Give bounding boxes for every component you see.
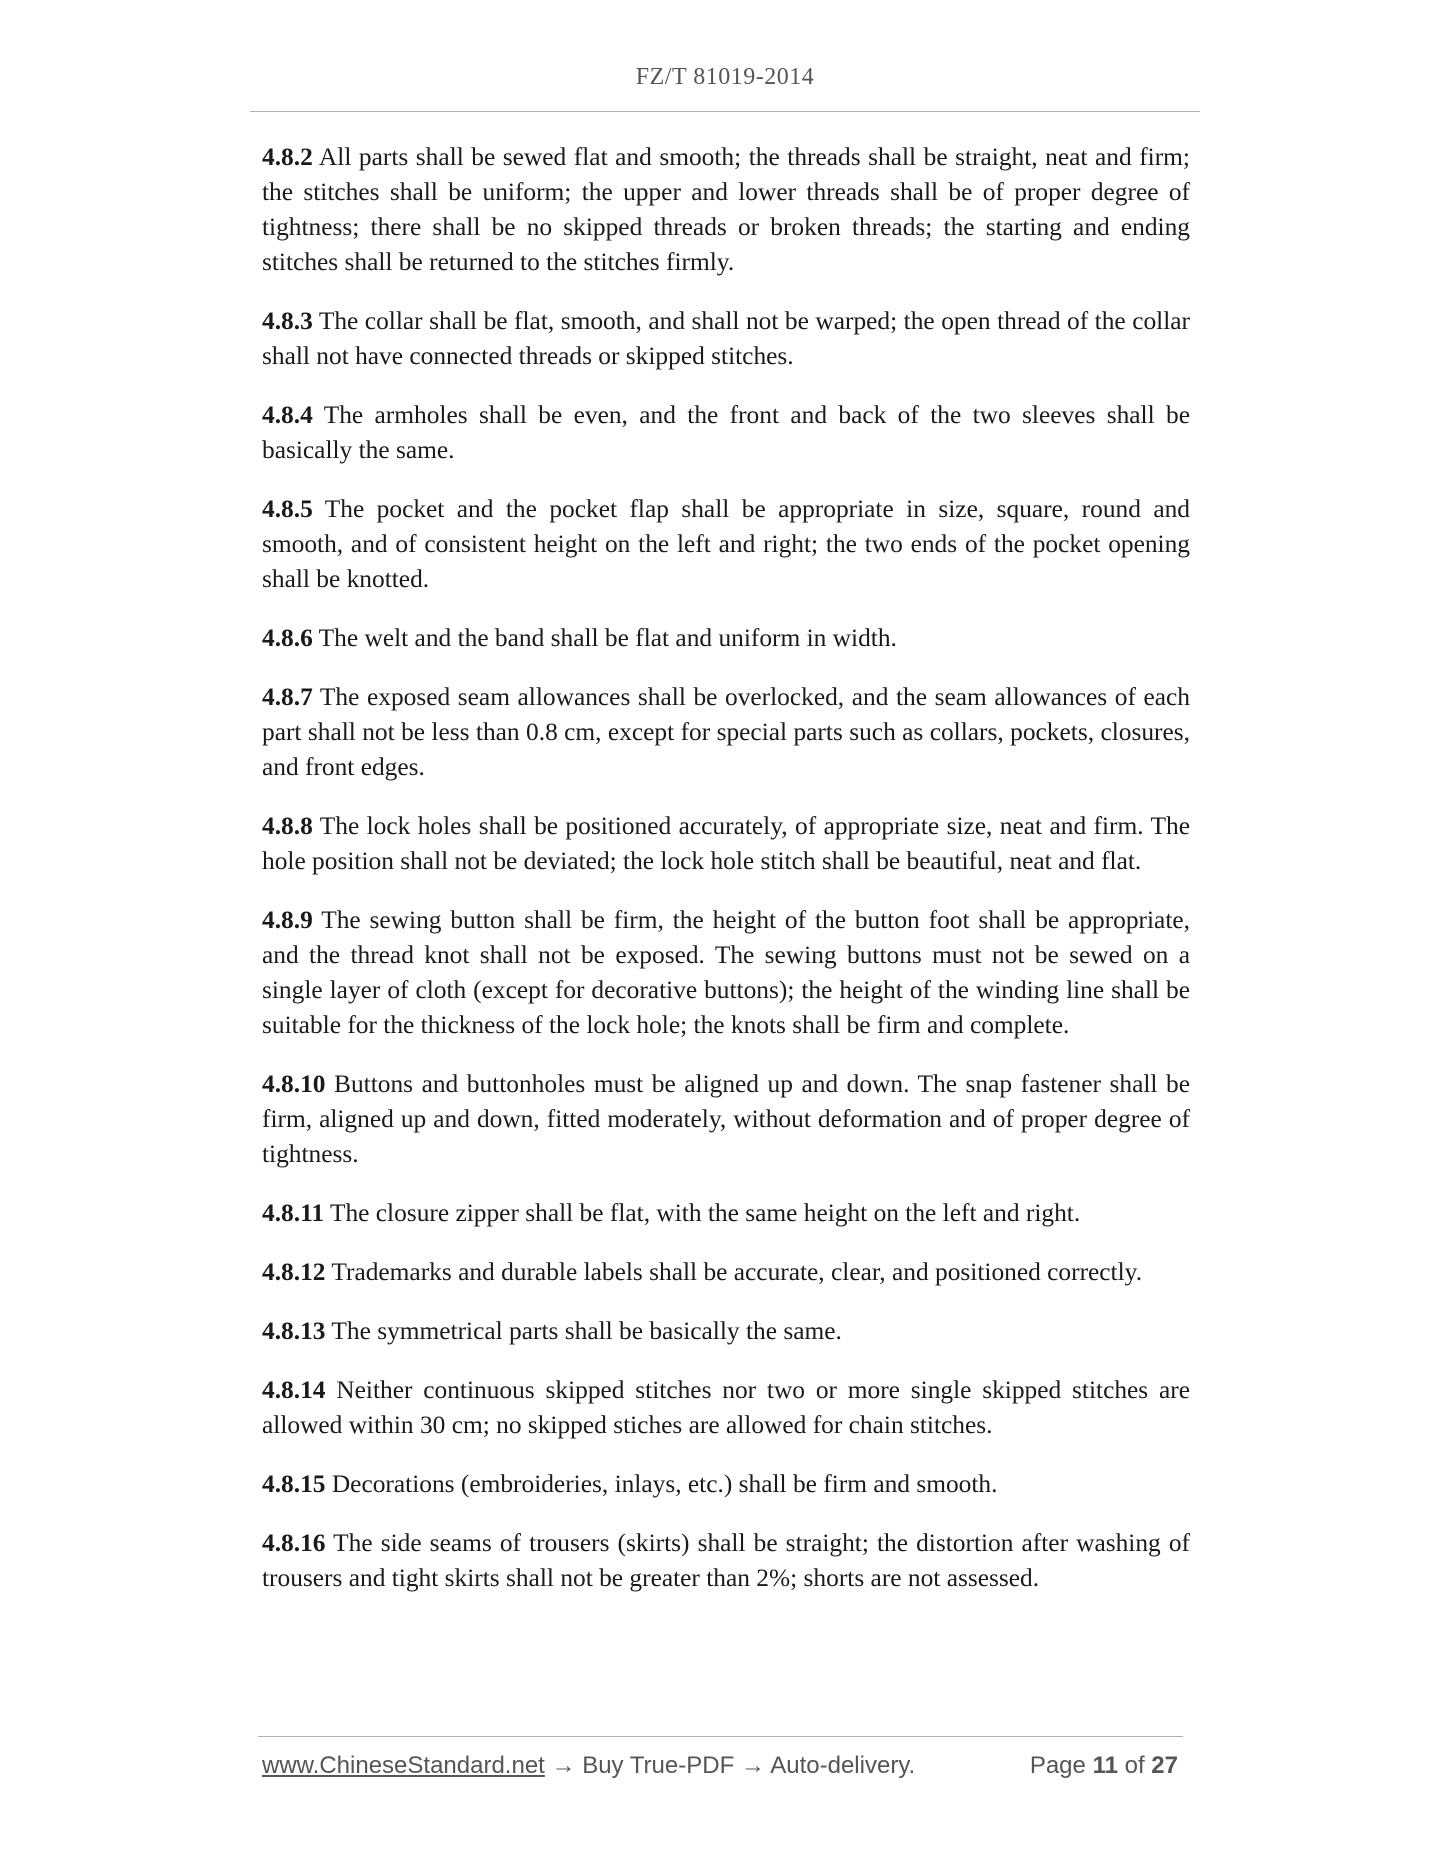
clause-4-8-2 <box>262 140 1190 280</box>
page-label: Page <box>1029 1752 1086 1779</box>
page-indicator <box>1030 1752 1178 1780</box>
clause-text: Neither continuous skipped stitches nor two or more single skipped stitches are allowed within 30 cm; no skipped stiches are allowed for chain stitches. <box>262 1376 1190 1439</box>
clause-4-8-9 <box>262 903 1190 1043</box>
clause-number: 4.8.4 <box>262 401 313 429</box>
site-link[interactable]: www.ChineseStandard.net <box>262 1752 545 1779</box>
clause-4-8-16 <box>262 1526 1190 1596</box>
clause-4-8-7 <box>262 680 1190 785</box>
page-footer <box>262 1752 1182 1786</box>
footer-divider <box>258 1736 1183 1737</box>
clause-4-8-8 <box>262 809 1190 879</box>
clause-text: Decorations (embroideries, inlays, etc.) shall be firm and smooth. <box>331 1470 998 1498</box>
clause-4-8-12 <box>262 1255 1190 1290</box>
clause-4-8-6 <box>262 621 1190 656</box>
clause-4-8-11 <box>262 1196 1190 1231</box>
clause-number: 4.8.6 <box>262 624 313 652</box>
clause-number: 4.8.8 <box>262 812 313 840</box>
clause-number: 4.8.5 <box>262 495 313 523</box>
clause-number: 4.8.7 <box>262 683 313 711</box>
clause-number: 4.8.10 <box>262 1070 326 1098</box>
clause-text: The symmetrical parts shall be basically the same. <box>331 1317 842 1345</box>
clause-text: The collar shall be flat, smooth, and shall not be warped; the open thread of the collar shall not have connected threads or skipped stitches. <box>262 307 1190 370</box>
document-code-header: FZ/T 81019-2014 <box>635 64 815 90</box>
clause-text: The pocket and the pocket flap shall be appropriate in size, square, round and smooth, and of consistent height on the left and right; the two ends of the pocket opening shall be knotted. <box>262 495 1191 593</box>
clause-number: 4.8.11 <box>262 1199 325 1227</box>
clause-4-8-15 <box>262 1467 1190 1502</box>
clause-4-8-4 <box>262 398 1190 468</box>
clause-text: All parts shall be sewed flat and smooth; the threads shall be straight, neat and firm; the stitches shall be uniform; the upper and lower threads shall be of proper degree of tightness; there shall be no skipped threads or broken threads; the starting and ending stitches shall be returned to the stitches firmly. <box>262 143 1190 276</box>
clause-number: 4.8.2 <box>262 143 313 171</box>
total-pages-number: 27 <box>1151 1752 1178 1779</box>
buy-true-pdf-text: Buy True-PDF <box>582 1752 735 1779</box>
footer-promo <box>262 1752 915 1780</box>
clause-number: 4.8.9 <box>262 906 313 934</box>
clause-number: 4.8.14 <box>262 1376 326 1404</box>
clause-text: The sewing button shall be firm, the height of the button foot shall be appropriate, and the thread knot shall not be exposed. The sewing buttons must not be sewed on a single layer of cloth (except for decorative buttons); the height of the winding line shall be suitable for the thickness of the lock hole; the knots shall be firm and complete. <box>262 906 1191 1039</box>
clause-4-8-3 <box>262 304 1190 374</box>
clause-number: 4.8.15 <box>262 1470 326 1498</box>
clause-number: 4.8.16 <box>262 1529 326 1557</box>
arrow-right-icon: → <box>551 1752 576 1779</box>
clause-number: 4.8.13 <box>262 1317 326 1345</box>
clause-text: The lock holes shall be positioned accurately, of appropriate size, neat and firm. The hole position shall not be deviated; the lock hole stitch shall be beautiful, neat and flat. <box>262 812 1191 875</box>
arrow-right-icon: → <box>740 1752 765 1779</box>
header-divider <box>250 111 1200 112</box>
clause-text: The exposed seam allowances shall be overlocked, and the seam allowances of each part shall not be less than 0.8 cm, except for special parts such as collars, pockets, closures, and front edges. <box>262 683 1190 781</box>
clause-text: The welt and the band shall be flat and uniform in width. <box>318 624 897 652</box>
clause-text: Trademarks and durable labels shall be accurate, clear, and positioned correctly. <box>331 1258 1143 1286</box>
clause-4-8-13 <box>262 1314 1190 1349</box>
clause-4-8-14 <box>262 1373 1190 1443</box>
clause-text: The armholes shall be even, and the front and back of the two sleeves shall be basically the same. <box>262 401 1190 464</box>
clause-text: The side seams of trousers (skirts) shall be straight; the distortion after washing of trousers and tight skirts shall not be greater than 2%; shorts are not assessed. <box>262 1529 1191 1592</box>
of-label: of <box>1124 1752 1145 1779</box>
clause-number: 4.8.3 <box>262 307 313 335</box>
clause-text: The closure zipper shall be flat, with the same height on the left and right. <box>329 1199 1081 1227</box>
clause-4-8-10 <box>262 1067 1190 1172</box>
auto-delivery-text: Auto-delivery. <box>770 1752 916 1779</box>
clause-list <box>262 140 1190 1620</box>
clause-4-8-5 <box>262 492 1190 597</box>
clause-text: Buttons and buttonholes must be aligned up and down. The snap fastener shall be firm, aligned up and down, fitted moderately, without deformation and of proper degree of tightness. <box>262 1070 1190 1168</box>
clause-number: 4.8.12 <box>262 1258 326 1286</box>
current-page-number: 11 <box>1092 1752 1118 1779</box>
